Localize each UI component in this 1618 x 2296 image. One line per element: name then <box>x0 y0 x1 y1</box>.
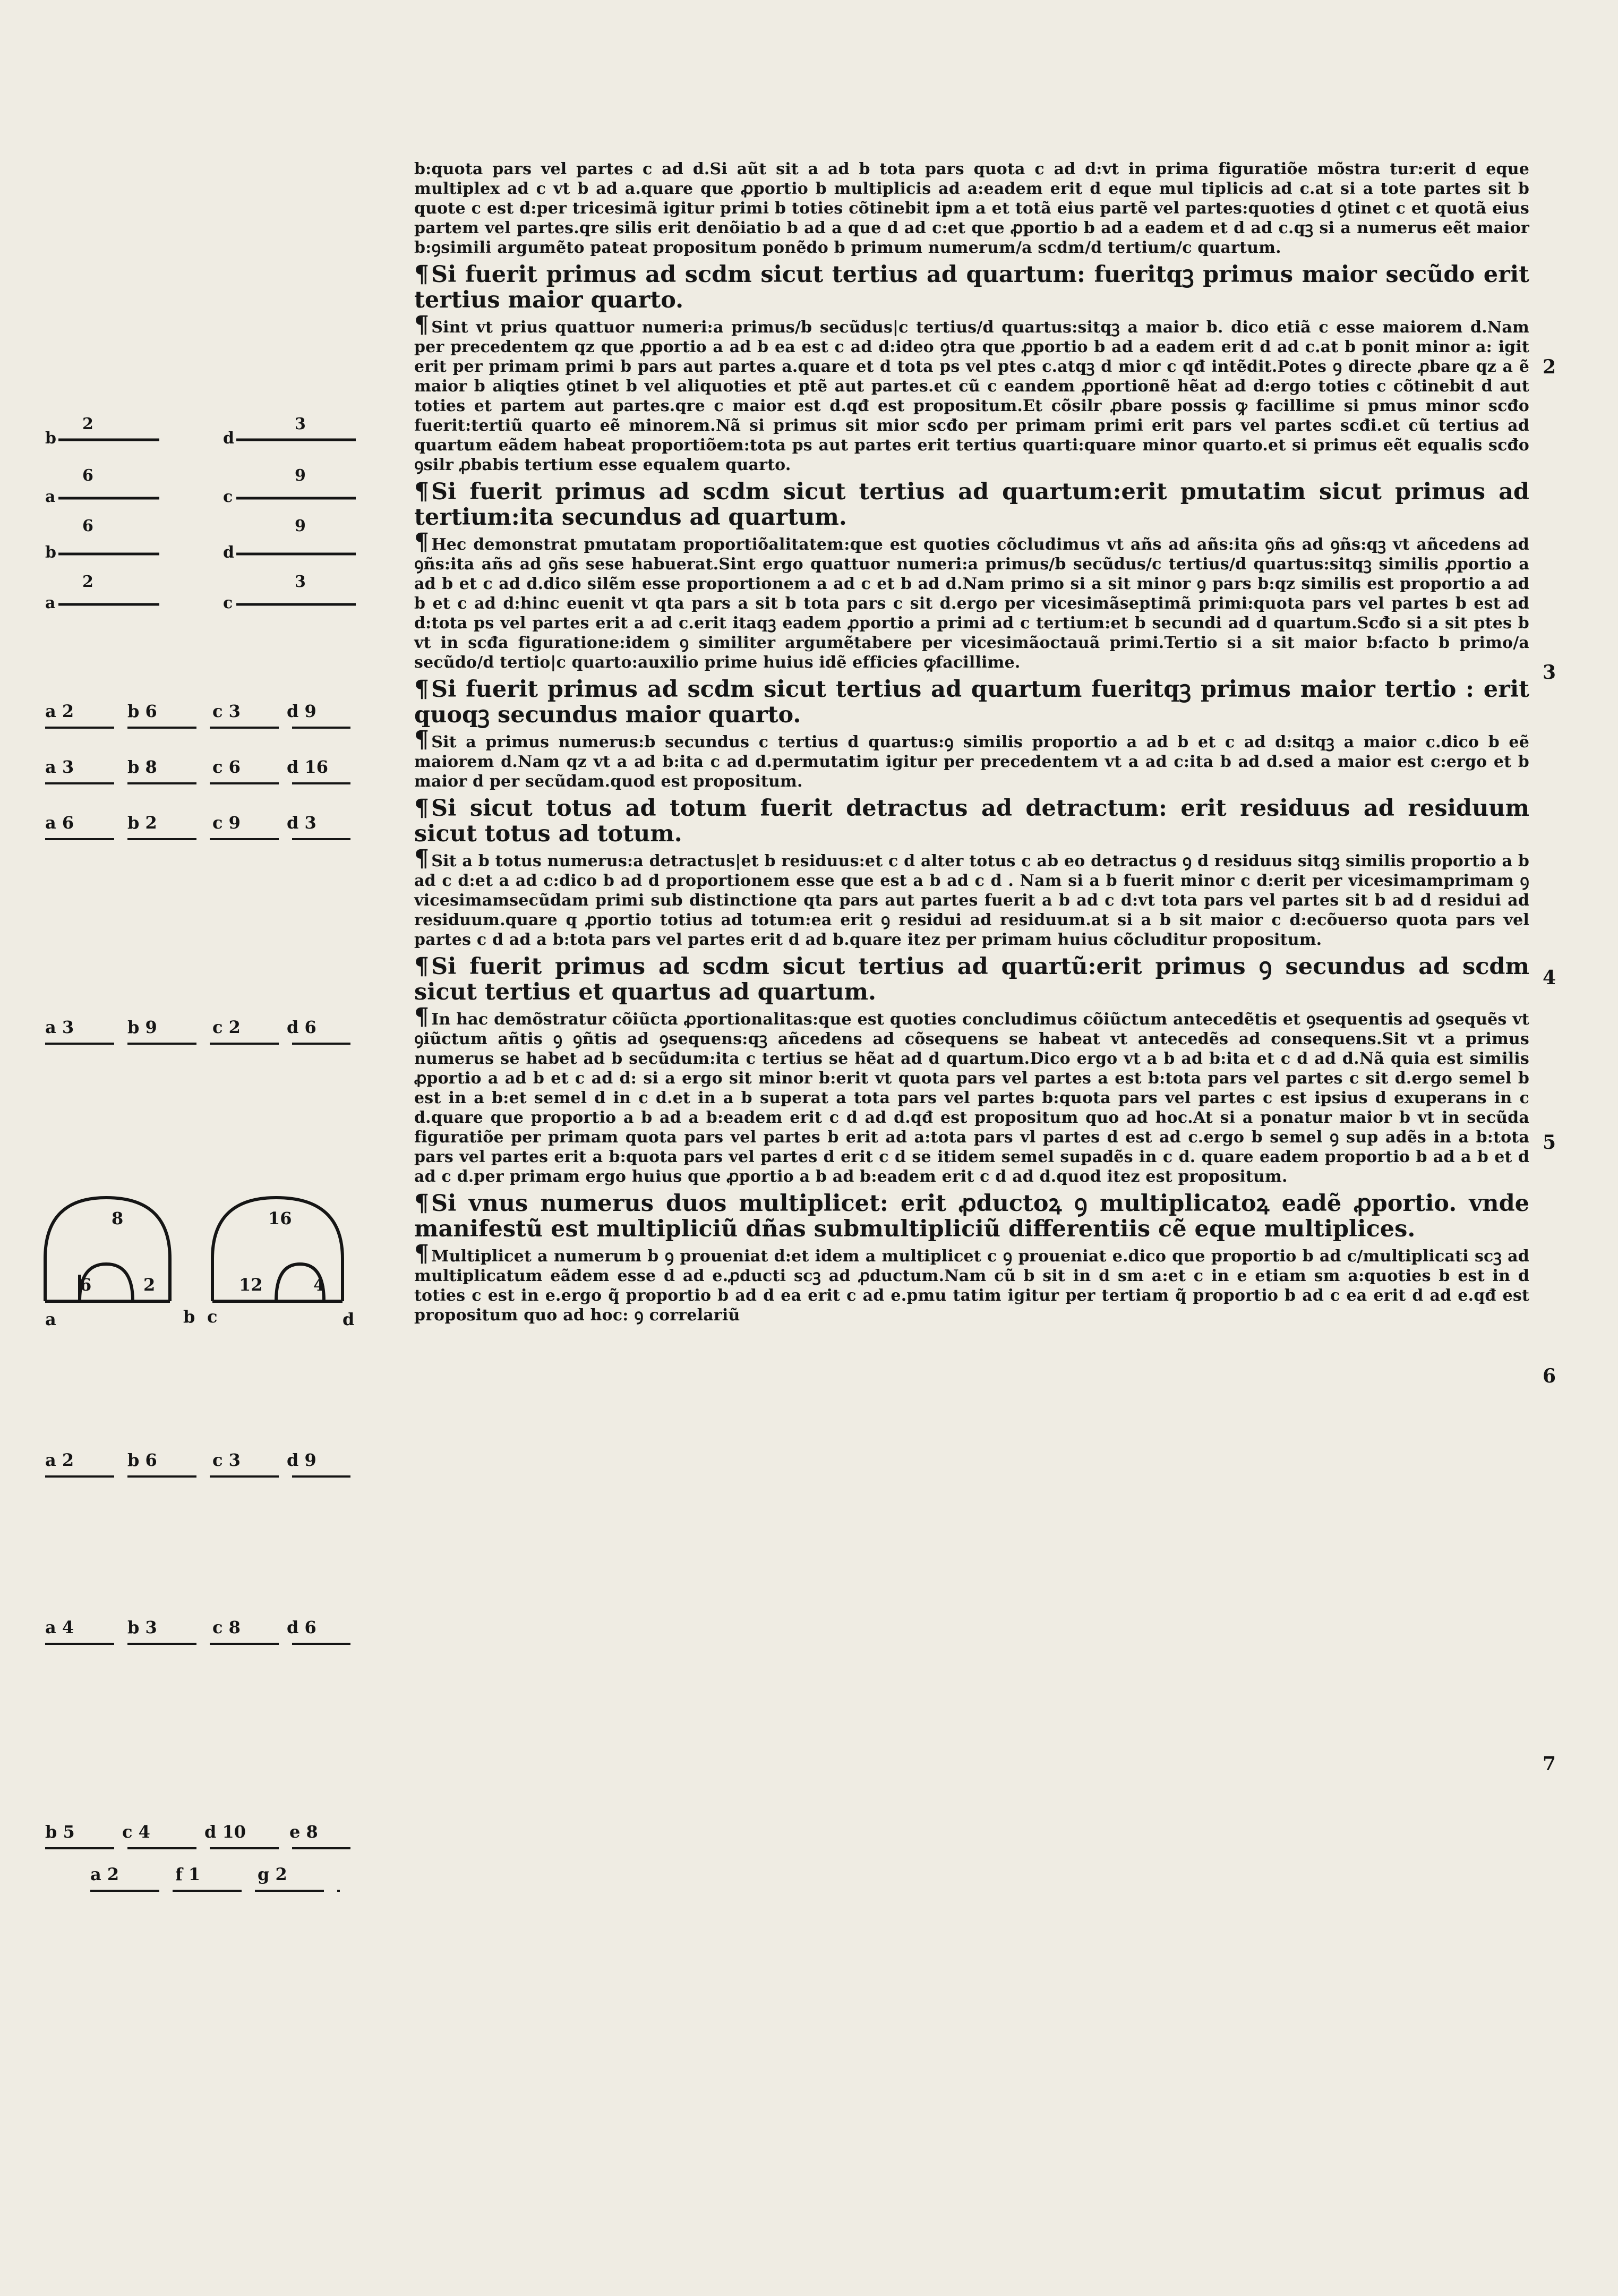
proposition-heading-text: Si fuerit primus ad scdm sicut tertius ad quartum fueritqꝫ primus maior tertio : erit quoqꝫ secundus maior quarto. <box>414 676 1529 728</box>
fig7-cell: g 2 <box>258 1864 287 1884</box>
fig2-letter: d <box>223 429 234 448</box>
proposition-heading <box>414 677 1529 728</box>
proposition-number: 6 <box>1543 1365 1556 1387</box>
pilcrow-icon: ¶ <box>414 311 430 338</box>
fig2-num: 6 <box>82 466 93 485</box>
proposition-heading <box>414 1191 1529 1242</box>
proposition-heading-text: Si fuerit primus ad scdm sicut tertius ad quartum: fueritqꝫ primus maior secũdo erit tertius maior quarto. <box>414 261 1529 313</box>
proposition-heading <box>414 954 1529 1005</box>
proposition-7 <box>414 1191 1529 1325</box>
fig3-cell: d 9 <box>287 701 316 721</box>
proposition-6 <box>414 954 1529 1187</box>
proposition-body <box>414 845 1529 950</box>
proposition-body-text: In hac demõstratur cõiũcta ꝓportionalitas:que est quoties concludimus cõiũctum antecedẽtis et ꝯsequentis ad ꝯsequẽs vt ꝯiũctum añtis ꝯ ꝯñtis ad ꝯsequens:qꝫ añcedens ad cõsequens se habeat vt antecedẽs ad consequens.Sit vt a primus numerus se habet ad b secũdum:ita c tertius se hẽat ad d quartum.Dico ergo vt a b ad b:ita et c d ad d.Nã quia est similis ꝓportio a ad b et c ad d: si a ergo sit minor b:erit vt quota pars vel partes a est b:tota pars vel partes c sit d.ergo semel b est in a b:et semel d in c d.et in a b superat a tota pars vel partes b:quota pars vel partes c est ipsius d exuperans in c d.quare que proportio a b ad a b:eadem erit c d ad d.qđ est propositum quo ad hoc.At si a ponatur maior b vt in secũda figuratiõe per primam quota pars vel partes b erit ad a:tota pars vl partes d est ad c.ergo b semel ꝯ sup adẽs in a b:tota pars vel partes erit a b:quota pars vel partes d erit c d se itidem semel supadẽs in c d. quare eadem proportio b ad a b et d ad c d.per primam ergo huius que ꝓportio a b ad b:eadem erit c d ad d.quod itez est propositum. <box>414 1010 1529 1186</box>
fig6-cell: b 3 <box>127 1617 157 1637</box>
fig3-cell: c 3 <box>212 701 241 721</box>
fig6-cell: d 6 <box>287 1617 316 1637</box>
pilcrow-icon: ¶ <box>414 726 430 753</box>
fig6-cell: a 4 <box>45 1617 74 1637</box>
proposition-heading-text: Si fuerit primus ad scdm sicut tertius ad quartum:erit pmutatim sicut primus ad tertium:ita secundus ad quartum. <box>414 479 1529 531</box>
fig7-cell: e 8 <box>289 1822 318 1842</box>
proposition-4 <box>414 677 1529 791</box>
proposition-number: 4 <box>1543 967 1556 989</box>
proposition-5 <box>414 796 1529 950</box>
fig6-cell: a 2 <box>45 1450 74 1470</box>
fig3-cell: d 3 <box>287 813 316 833</box>
fig6-cell: c 3 <box>212 1450 241 1470</box>
proposition-heading <box>414 262 1529 313</box>
fig7-cell: d 10 <box>204 1822 246 1842</box>
proposition-body <box>414 311 1529 475</box>
pilcrow-icon: ¶ <box>414 795 429 822</box>
fig4-cell: c 2 <box>212 1017 241 1037</box>
figure-7 <box>45 1822 350 1891</box>
proposition-body <box>414 1003 1529 1187</box>
fig2-letter: c <box>223 488 233 506</box>
fig5-num: 8 <box>112 1208 124 1228</box>
fig3-cell: a 6 <box>45 813 74 833</box>
fig2-letter: a <box>45 594 56 612</box>
proposition-number: 3 <box>1543 661 1556 684</box>
fig6-cell: b 6 <box>127 1450 157 1470</box>
proposition-body <box>414 726 1529 791</box>
fig2-num: 2 <box>82 573 93 591</box>
fig6-cell: c 8 <box>212 1617 241 1637</box>
proposition-heading-text: Si fuerit primus ad scdm sicut tertius ad quartũ:erit primus ꝯ secundus ad scdm sicut tertius et quartus ad quartum. <box>414 953 1529 1005</box>
fig5-num: 12 <box>239 1275 263 1295</box>
fig2-letter: b <box>45 543 56 562</box>
text-column <box>414 159 1529 1328</box>
pilcrow-icon: ¶ <box>414 1240 430 1267</box>
proposition-body-text: Multiplicet a numerum b ꝯ proueniat d:et idem a multiplicet c ꝯ proueniat e.dico que proportio b ad c/multiplicati scꝫ ad multiplicatum eãdem esse d ad e.ꝓducti scꝫ ad ꝓductum.Nam cũ b sit in d sm a:et c in e etiam sm a:quoties b est in d toties c est in e.ergo q̃ proportio b ad d ea erit c ad e.pmu tatim igitur per tertiam q̃ proportio b ad c ea erit d ad e.qđ est propositum quo ad hoc: ꝯ correlariũ <box>414 1247 1529 1325</box>
proposition-number: 5 <box>1543 1131 1556 1154</box>
fig2-letter: b <box>45 429 56 448</box>
fig5-num: 16 <box>268 1208 292 1228</box>
proposition-2 <box>414 262 1529 475</box>
pilcrow-icon: ¶ <box>414 845 430 872</box>
fig2-num: 3 <box>295 415 306 433</box>
figure-6 <box>45 1450 350 1644</box>
proposition-body-text: Sit a primus numerus:b secundus c tertius d quartus:ꝯ similis proportio a ad b et c ad d:sitqꝫ a maior c.dico b eẽ maiorem d.Nam qz vt a ad b:ita c ad d.permutatim igitur per precedentem vt a ad c:ita b ad d.sed a maior est c:ergo et b maior d per secũdam.quod est propositum. <box>414 733 1529 791</box>
fig2-num: 9 <box>295 517 306 535</box>
fig7-cell: a 2 <box>90 1864 119 1884</box>
fig7-cell: f 1 <box>175 1864 201 1884</box>
fig2-letter: a <box>45 488 56 506</box>
fig2-num: 2 <box>82 415 93 433</box>
pilcrow-icon: ¶ <box>414 1190 429 1217</box>
proposition-number: 7 <box>1543 1753 1556 1775</box>
fig4-cell: a 3 <box>45 1017 74 1037</box>
proposition-body <box>414 1240 1529 1325</box>
fig5-num: 2 <box>143 1275 156 1295</box>
fig2-letter: c <box>223 594 233 612</box>
margin-figures <box>0 0 404 2296</box>
fig4-cell: d 6 <box>287 1017 316 1037</box>
fig7-cell: c 4 <box>122 1822 150 1842</box>
figure-2 <box>45 415 356 612</box>
pilcrow-icon: ¶ <box>414 953 429 980</box>
fig5-label: c <box>207 1307 218 1327</box>
fig7-cell: b 5 <box>45 1822 75 1842</box>
fig3-cell: a 2 <box>45 701 74 721</box>
fig5-label: d <box>343 1309 355 1329</box>
proposition-heading-text: Si sicut totus ad totum fuerit detractus ad detractum: erit residuus ad residuum sicut totus ad totum. <box>414 795 1529 847</box>
fig2-letter: d <box>223 543 234 562</box>
fig3-cell: c 9 <box>212 813 241 833</box>
fig4-cell: b 9 <box>127 1017 157 1037</box>
fig5-label: b <box>183 1307 195 1327</box>
proposition-number: 2 <box>1543 356 1556 378</box>
proposition-heading-text: Si vnus numerus duos multiplicet: erit ꝓductoꝝ ꝯ multiplicatoꝝ eadẽ ꝓportio. vnde manifestũ est multipliciũ dñas submultipliciũ differentiis cẽ eque multiplices. <box>414 1190 1529 1242</box>
figure-3 <box>45 701 350 839</box>
pilcrow-icon: ¶ <box>414 676 429 703</box>
figure-4 <box>45 1017 350 1044</box>
proposition-heading <box>414 479 1529 530</box>
fig5-label: a <box>45 1309 56 1329</box>
proposition-heading <box>414 796 1529 847</box>
fig3-cell: c 6 <box>212 757 241 777</box>
fig6-cell: d 9 <box>287 1450 316 1470</box>
fig3-cell: d 16 <box>287 757 329 777</box>
fig5-num: 4 <box>313 1275 326 1295</box>
proposition-body-text: Sint vt prius quattuor numeri:a primus/b secũdus|c tertius/d quartus:sitqꝫ a maior b. dico etiã c esse maiorem d.Nam per precedentem qz que ꝓportio a ad b ea est c ad d:ideo ꝯtra que ꝓportio b ad a eadem erit d ad c.at b ponit minor a: igit erit per primam primi b pars aut partes a.quare et d tota ps vel ptes c.atqꝫ d mior c qđ intẽdit.Potes ꝯ directe ꝓbare qz a ẽ maior b aliqties ꝯtinet b vel aliquoties et ptẽ aut partes.et cũ c eandem ꝓportionẽ hẽat ad d:ergo toties c cõtinebit d aut toties et partem aut partes.qre c maior est d.qđ est propositum.Et cõsilr ꝓbare possis ꝙ facillime si pmus minor scđo fuerit:tertiũ quarto eẽ minorem.Nã si primus sit mior scđo per primam primi erit pars vel partes scđi.et cũ tertius ad quartum eãdem habeat proportiõem:tota ps aut partes erit tertius quarti:quare minor quarto.et si primus eẽt equalis scđo ꝯsilr ꝓbabis tertium esse equalem quarto. <box>414 318 1529 474</box>
proposition-body <box>414 528 1529 672</box>
proposition-body-text: Sit a b totus numerus:a detractus|et b residuus:et c d alter totus c ab eo detractus ꝯ d residuus sitqꝫ similis proportio a b ad c d:et a ad c:dico b ad d proportionem esse que est a b ad c d . Nam si a b fuerit minor c d:erit per vicesimamprimam ꝯ vicesimamsecũdam primi sub distinctione qta pars aut partes fuerit a b ad c d:vt tota pars vel partes sit b ad d residui ad residuum.quare q ꝓportio totius ad totum:ea erit ꝯ residui ad residuum.at si a b sit maior c d:ecõuerso quota pars vel partes c d ad a b:tota pars vel partes erit d ad b.quare itez per primam huius cõcluditur propositum. <box>414 852 1529 949</box>
fig2-num: 3 <box>295 573 306 591</box>
fig3-cell: b 2 <box>127 813 157 833</box>
fig3-cell: b 6 <box>127 701 157 721</box>
fig3-cell: a 3 <box>45 757 74 777</box>
opening-paragraph: b:quota pars vel partes c ad d.Si aũt sit a ad b tota pars quota c ad d:vt in prima figuratiõe mõstra tur:erit d eque multiplex ad c vt b ad a.quare que ꝓportio b multiplicis ad a:eadem erit d eque mul tiplicis ad c.at si a tote partes sit b quote c est d:per tricesimã igitur primi b toties cõtinebit ipm a et totã eius partẽ vel partes:quoties d ꝯtinet c et quotã eius partem vel partes.qre silis erit denõiatio b ad a que d ad c:et que ꝓportio b ad a eadem et d ad c.qꝫ si a numerus eẽt maior b:ꝯsimili argumẽto pateat propositum ponẽdo b primum numerum/a scdm/d tertium/c quartum. <box>414 160 1529 257</box>
fig2-num: 9 <box>295 466 306 485</box>
pilcrow-icon: ¶ <box>414 1003 430 1030</box>
fig5-num: 6 <box>80 1275 92 1295</box>
fig2-num: 6 <box>82 517 93 535</box>
pilcrow-icon: ¶ <box>414 478 429 505</box>
pilcrow-icon: ¶ <box>414 261 429 288</box>
proposition-3 <box>414 479 1529 672</box>
proposition-body-text: Hec demonstrat pmutatam proportiõalitatem:que est quoties cõcludimus vt añs ad añs:ita ꝯñs ad ꝯñs:qꝫ vt añcedens ad ꝯñs:ita añs ad ꝯñs sese habuerat.Sint ergo quattuor numeri:a primus/b secũdus/c tertius/d quartus:sitqꝫ similis ꝓportio a ad b et c ad d.dico silẽm esse proportionem a ad c et b ad d.Nam primo si a sit minor ꝯ pars b:qz similis est proportio a ad b et c ad d:hinc euenit vt qta pars a sit b tota pars c sit d.ergo per vicesimãseptimã primi:quota pars vel partes b est ad d:tota ps vel partes erit a ad c.erit itaqꝫ eadem ꝓportio a primi ad c tertium:et b secundi ad d quartum.Scđo si a sit ptes b vt in scđa figuratione:idem ꝯ similiter argumẽtabere per vicesimãoctauã primi.Tertio si a sit maior b:facto b primo/a secũdo/d tertio|c quarto:auxilio prime huius idẽ efficies ꝙfacillime. <box>414 535 1529 672</box>
fig3-cell: b 8 <box>127 757 157 777</box>
pilcrow-icon: ¶ <box>414 528 430 556</box>
